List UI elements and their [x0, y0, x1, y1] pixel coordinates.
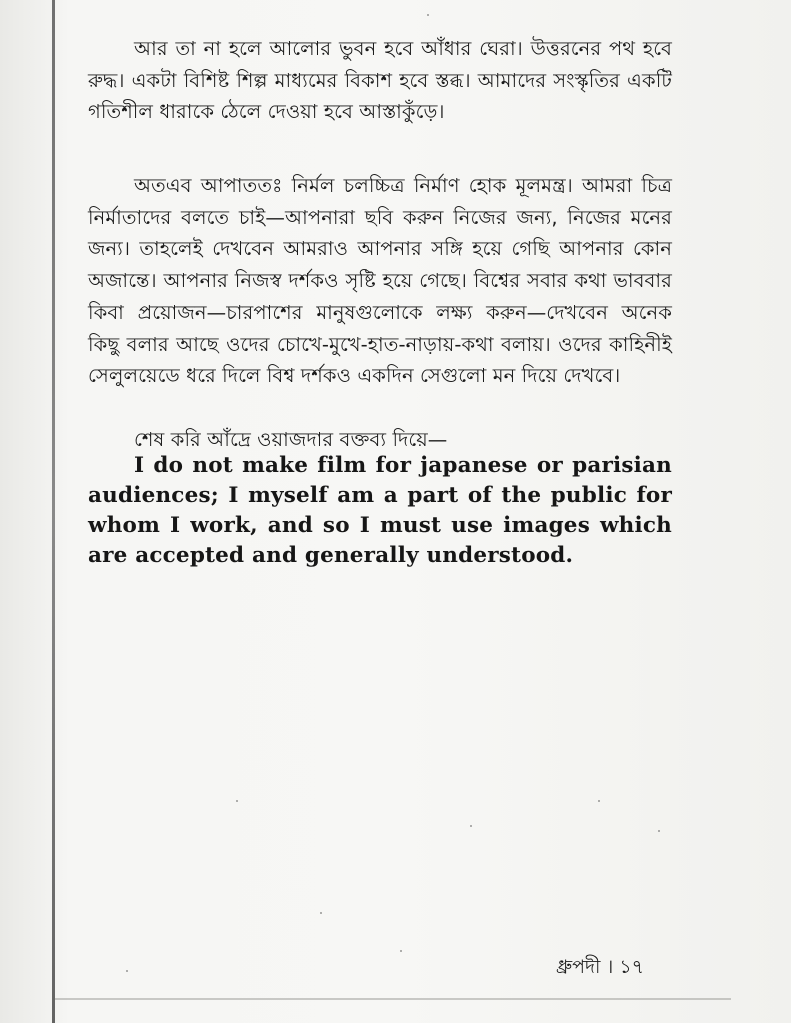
paragraph-2-block: [88, 170, 672, 392]
wajda-quote: I do not make film for japanese or parisian audiences; I myself am a part of the public for whom I work, and so I must use images which are accepted and generally understood.: [88, 453, 672, 568]
page-footer: [556, 953, 644, 985]
scan-speck: [598, 800, 600, 802]
book-spine: [52, 0, 55, 1023]
scan-speck: [427, 14, 429, 16]
paragraph-1-block: [88, 33, 672, 128]
page-bottom-edge: [55, 998, 731, 1000]
scan-speck: [320, 912, 322, 914]
scan-speck: [470, 825, 472, 827]
paragraph-1: আর তা না হলে আলোর ভুবন হবে আঁধার ঘেরা। উত্তরনের পথ হবে রুদ্ধ। একটা বিশিষ্ট শিল্প মাধ্যমের বিকাশ হবে স্তব্ধ। আমাদের সংস্কৃতির একটি গতিশীল ধারাকে ঠেলে দেওয়া হবে আস্তাকুঁড়ে।: [88, 37, 672, 124]
footer-separator: ।: [606, 956, 614, 978]
journal-name: ধ্রুপদী: [556, 956, 601, 978]
scan-speck: [236, 800, 238, 802]
page-number: ১৭: [619, 956, 645, 978]
quote-intro: শেষ করি আঁদ্রে ওয়াজদার বক্তব্য দিয়ে—: [134, 428, 448, 451]
quote-block: [88, 451, 672, 571]
paragraph-2: অতএব আপাততঃ নির্মল চলচ্চিত্র নির্মাণ হোক মূলমন্ত্র। আমরা চিত্র নির্মাতাদের বলতে চাই—আপনারা ছবি করুন নিজের জন্য, নিজের মনের জন্য। তাহলেই দেখবেন আমরাও আপনার সঙ্গি হয়ে গেছি আপনার কোন অজান্তে। আপনার নিজস্ব দর্শকও সৃষ্টি হয়ে গেছে। বিশ্বের সবার কথা ভাববার কিবা প্রয়োজন—চারপাশের মানুষগুলোকে লক্ষ্য করুন—দেখবেন অনেক কিছু বলার আছে ওদের চোখে-মুখে-হাত-নাড়ায়-কথা বলায়। ওদের কাহিনীই সেলুলয়েডে ধরে দিলে বিশ্ব দর্শকও একদিন সেগুলো মন দিয়ে দেখবে।: [88, 174, 672, 388]
scan-speck: [400, 950, 402, 952]
scan-speck: [126, 970, 128, 972]
scan-speck: [658, 830, 660, 832]
